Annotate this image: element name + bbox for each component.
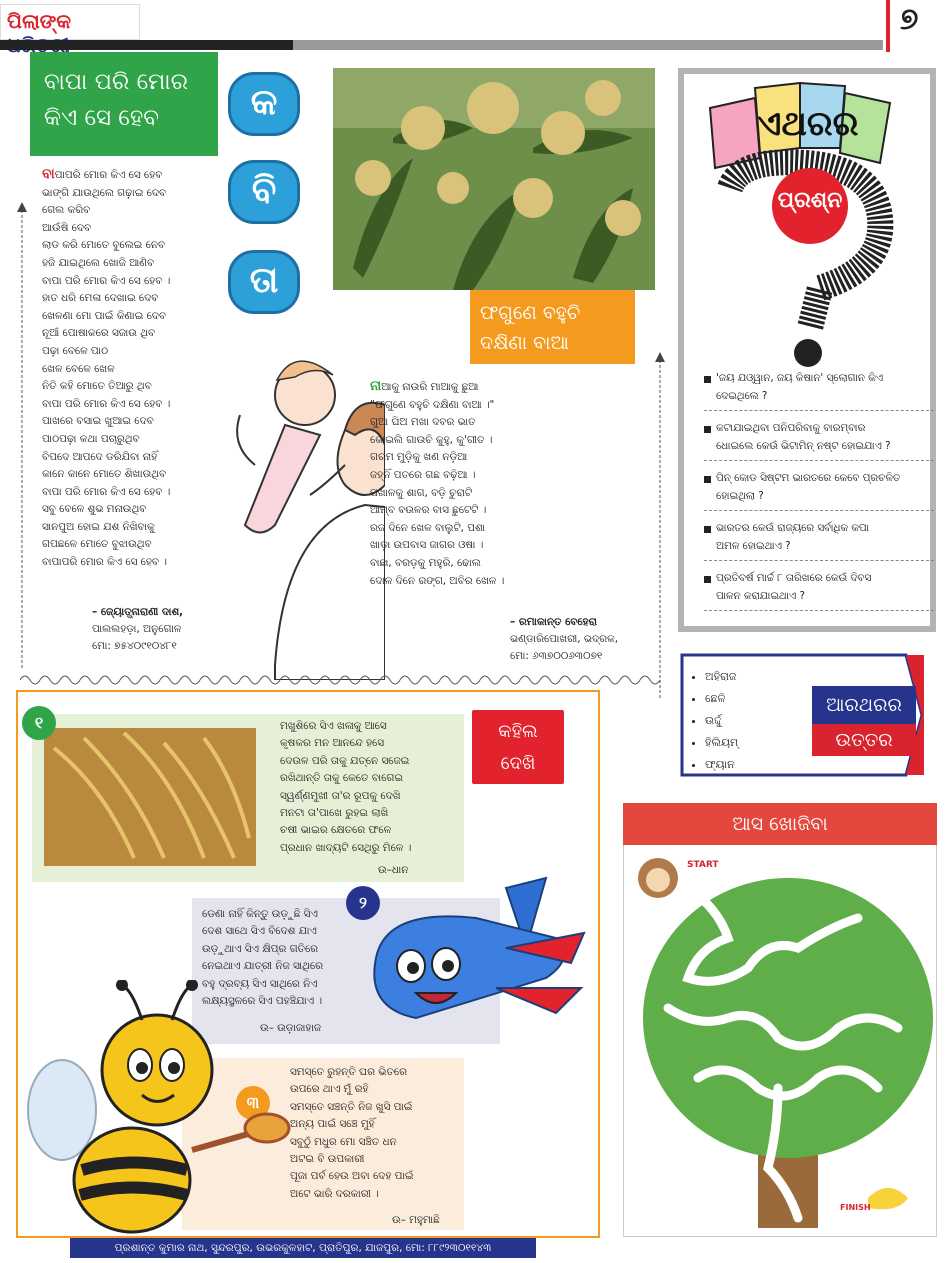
quiz-bullet xyxy=(704,476,711,483)
mango-blossom-photo xyxy=(333,68,655,290)
riddle2-line: ଲକ୍ଷ୍ୟସ୍ଥଳରେ ସିଏ ପହଞ୍ଚିଯାଏ । xyxy=(202,995,323,1008)
quiz-title-badge: ପ୍ରଶ୍ନ xyxy=(777,188,843,213)
poem1-line: ହାତ ଧରି ମେଳା ଦେଖାଇ ଦେବ xyxy=(42,292,159,305)
publication-logo xyxy=(0,4,140,40)
poem1-line: ଖେଳ ବେଳେ ଖେଳ xyxy=(42,362,115,375)
poem2-author: – ରମାକାନ୍ତ ବେହେରା xyxy=(510,616,597,628)
poem2-line: "ଫଗୁଣେ ବହୁଚି ଦକ୍ଷିଣା ବାଆ ।" xyxy=(370,398,495,411)
paddy-photo xyxy=(44,728,256,866)
poem2-line: ଗୁଆ ଘିଅ ମଖା ଦବର ଭାତ xyxy=(370,416,476,429)
riddle2-number: ୨ xyxy=(346,886,380,920)
riddles-heading-line1: କହିଲ xyxy=(498,721,538,742)
poem1-line: ଗପଛଳେ ମୋତେ ବୁଝାଉଥିବ xyxy=(42,538,152,551)
riddle3-line: ଅଟେ ଭାରି ଦରକାରୀ । xyxy=(290,1187,379,1200)
answer-item: • ଅହିରାଜ xyxy=(705,666,738,688)
answer-item: • ଛେଳି xyxy=(705,688,738,710)
poem2-line: ଜହ୍ନିଁ ପତରେ ଗଛ ବଢ଼ିଆ । xyxy=(370,468,476,481)
page-number: ୭ xyxy=(900,2,919,37)
riddle1-line: ପ୍ରଧାନ ଖାଦ୍ୟଟି ସେଥିରୁ ମିଳେ । xyxy=(280,841,412,854)
quiz-questions xyxy=(700,370,930,620)
poem1-line: ନୂଆଁ ପୋଷାକରେ ସଜାଉ ଥିବ xyxy=(42,327,156,340)
riddle3-line: ଅଟଇ ବି ଉପକାରୀ xyxy=(290,1153,365,1166)
poem2-body xyxy=(370,378,652,590)
riddle3-line: ଉପରେ ଥାଏ ମୁଁ ରହି xyxy=(290,1083,369,1096)
poem2-line: ଖାଡ଼ା ଉପବାସ ଜାଗର ଓଷା । xyxy=(370,539,484,552)
answer-item: • ଫ୍ୟାନ xyxy=(705,754,738,776)
riddle2-line: ଉଡ଼ୁଥାଏ ସିଏ କ୍ଷିପ୍ର ଗତିରେ xyxy=(202,942,319,955)
poem1-line: ପଢ଼ା ବେଳେ ପାଠ xyxy=(42,344,109,357)
riddles-heading xyxy=(472,710,564,784)
poem1-border-arrow xyxy=(14,200,30,670)
poem1-line: ବାପା ପରି ମୋର କିଏ ସେ ହେବ । xyxy=(42,397,171,410)
poem2-title xyxy=(470,290,635,364)
quiz-question-line: କଟାଯାଇଥିବା ପନିପରିବାକୁ ବାରମ୍ବାର xyxy=(716,422,866,434)
poem1-line: ବାପାପରି ମୋର କିଏ ସେ ହେବ xyxy=(42,166,163,182)
header-divider xyxy=(886,0,890,52)
answer-item: • ହିଲିୟମ୍ xyxy=(705,732,738,754)
poem2-address: ଭଣ୍ଡାରିପୋଖରୀ, ଭଦ୍ରକ, xyxy=(510,633,619,645)
poem2-line: କୋଇଲି ଗାଉଚି କୁହୁ, କୁ'ଗୀତ । xyxy=(370,433,493,446)
riddle3-number: ୩ xyxy=(236,1086,270,1120)
poem1-phone: ମୋ: ୭୫୪୦୯୧୦୪୮୧ xyxy=(92,640,177,652)
riddle3-line: ସବୁଠୁଁ ମଧୁର ମୋ ସଞ୍ଚିତ ଧନ xyxy=(290,1135,397,1148)
header-bar-light xyxy=(293,40,883,50)
airplane-illustration xyxy=(356,868,586,1038)
poem1-line: ଭାଙ୍ଗି ଯାଉଥିଲେ ଗଢ଼ାଇ ଦେବ xyxy=(42,186,167,199)
quiz-question-line: ଭାରତର କେଉଁ ରାଜ୍ୟରେ ସର୍ବାଧିକ କପା xyxy=(716,522,869,534)
quiz-separator xyxy=(704,610,934,611)
riddle1-answer: ଉ–ଧାନ xyxy=(378,864,409,876)
quiz-bullet xyxy=(704,576,711,583)
poem1-line: ନିତି କହି ମୋତେ ତିଆରୁ ଥିବ xyxy=(42,380,152,393)
quiz-question-line: ଦେଇଥିଲେ ? xyxy=(716,390,768,402)
poem1-line: ପାଠପଢ଼ା କଥା ପଚାରୁଥିବ xyxy=(42,432,140,445)
answer-item: • ଉର୍ଦ୍ଦୁ xyxy=(705,710,738,732)
riddle1-line: ମଖୁଶିରେ ସିଏ ଖଳାକୁ ଆସେ xyxy=(280,720,387,732)
poem1-line: ବିପଦେ ଆପଦେ ଡରିଯିବା ନାହିଁ xyxy=(42,450,158,463)
answers-heading-top: ଆରଥରର xyxy=(812,686,916,724)
poem1-line: ଆଉଁଷି ଦେବ xyxy=(42,221,92,234)
poem2-line: ବାଛା, ବରଡ଼କୁ ମହୁରି, ଢୋଲ xyxy=(370,556,481,569)
poem1-title xyxy=(30,52,218,156)
kabita-badge-1: କ xyxy=(228,72,300,136)
quiz-title-word: ଏଥରର xyxy=(757,104,859,144)
riddle3-body xyxy=(290,1064,462,1203)
father-baby-illustration xyxy=(215,335,385,680)
answers-list xyxy=(705,666,738,776)
poem2-border-arrow xyxy=(652,350,668,700)
honeybee-illustration xyxy=(22,980,302,1234)
poem1-line: ବାପାପରି ମୋର କିଏ ସେ ହେବ । xyxy=(42,556,167,569)
poem2-phone: ମୋ: ୬୩୭୦୦୬୩୦୭୧ xyxy=(510,650,603,662)
poem1-title-line2: କିଏ ସେ ହେବ xyxy=(44,105,159,131)
quiz-separator xyxy=(704,410,934,411)
poem1-line: ଖେଳଣା ମୋ ପାଇଁ କିଣାଇ ଦେବ xyxy=(42,309,167,322)
riddle1-line: ସ୍ୱର୍ଣ୍ଣମୁଖୀ ତା'ର ରୂପକୁ ଦେଖି xyxy=(280,789,401,802)
answers-heading-bottom: ଉତ୍ତର xyxy=(812,724,916,756)
riddle1-line: ଦେଉଳ ପରି ତାକୁ ଯତ୍ନେ ସଜେଇ xyxy=(280,754,410,767)
maze-title: ଆସ ଖୋଜିବା xyxy=(623,803,937,845)
riddle1-number: ୧ xyxy=(22,706,56,740)
quiz-bullet xyxy=(704,426,711,433)
poem1-title-line1: ବାପା ପରି ମୋର xyxy=(44,69,189,95)
poem2-line: ପଖାଳକୁ ଶାଗ, ବଡ଼ି ଚୁରାଟି xyxy=(370,486,473,499)
quiz-separator xyxy=(704,460,934,461)
quiz-separator xyxy=(704,510,934,511)
poem1-address: ପାଲଲହଡ଼ା, ଅନୁଗୋଳ xyxy=(92,623,182,635)
quiz-question-line: ପ୍ରତିବର୍ଷ ମାର୍ଚ୍ଚ ୮ ତାରିଖରେ କେଉଁ ଦିବସ xyxy=(716,572,872,584)
riddle3-line: ସମସ୍ତେ ରୁହନ୍ତି ଘର ଭିତରେ xyxy=(290,1066,407,1078)
maze-finish-label: FINISH xyxy=(840,1203,871,1212)
poem1-line: ପାଖରେ ବସାଇ ଖୁଆଇ ଦେବ xyxy=(42,415,154,428)
poem2-line: ଆମ୍ବ ବଉଳର ବାସ ଛୁଟେଟି । xyxy=(370,504,487,517)
riddle3-line: ସମସ୍ତେ ସଞ୍ଚନ୍ତି ନିଜ ଖୁସି ପାଇଁ xyxy=(290,1100,413,1113)
quiz-question-line: ଧୋଇଲେ କେଉଁ ଭିଟାମିନ୍ ନଷ୍ଟ ହୋଇଯାଏ ? xyxy=(716,440,891,452)
poem1-line: ସବୁ ବେଳେ ଶୁଭ ମନାଉଥିବ xyxy=(42,503,147,516)
riddle1-line: କୃଷକର ମନ ଆନନ୍ଦେ ହସେ xyxy=(280,737,385,750)
poem1-line: କାନେ କାନେ ମୋତେ ଶିଖାଉଥିବ xyxy=(42,468,167,481)
kabita-badge-2: ବି xyxy=(228,160,300,224)
riddle3-line: ପୂଜା ପର୍ବ ହେଉ ଅବା ଦେହ ପାଇଁ xyxy=(290,1170,414,1183)
poem2-line: ଦୋଳ ଦିନେ ରଙ୍ଗ, ଅବିର ଖେଳ । xyxy=(370,574,505,587)
poem2-line: ନାଆକୁ ନାଉରି ମାଆକୁ ଛୁଆ xyxy=(370,378,479,394)
poem1-line: ଗେଲ କରିବ xyxy=(42,204,91,217)
header-bar-dark xyxy=(0,40,293,50)
poem2-title-line2: ଦକ୍ଷିଣା ବାଆ xyxy=(480,332,569,354)
riddle1-body xyxy=(280,718,460,857)
logo-part1: ପିଲାଙ୍କ xyxy=(7,9,72,33)
poem2-title-line1: ଫଗୁଣେ ବହୁଚି xyxy=(480,302,581,324)
quiz-separator xyxy=(704,560,934,561)
quiz-bullet xyxy=(704,376,711,383)
poem1-line: ସାନପୁଅ ହୋଇ ଯଶ ନିଖିବାକୁ xyxy=(42,520,155,533)
poem2-line: ରଜ ଦିନେ ଖେଳ ବାଲୁଟି, ପଶା xyxy=(370,521,486,534)
poem1-line: ବାପା ପରି ମୋର କିଏ ସେ ହେବ । xyxy=(42,485,171,498)
quiz-question-line: ଅମଳ ହୋଇଥାଏ ? xyxy=(716,540,791,552)
wavy-divider xyxy=(20,668,660,692)
maze-tree-illustration xyxy=(628,848,934,1232)
riddle2-line: ଡେଣା ନାହିଁ କିନ୍ତୁ ଉଡ଼ୁଛି ସିଏ xyxy=(202,908,318,920)
kabita-badge-3: ତା xyxy=(228,250,300,314)
poem2-line: ଗରମ ମୁଡ଼ିକୁ ଖଣ ନଡ଼ିଆ xyxy=(370,451,468,464)
riddle2-line: ବହୁ ଦ୍ରବ୍ୟ ସିଏ ସାଥିରେ ନିଏ xyxy=(202,977,318,990)
poem1-author: – ଜ୍ୟୋତ୍ସ୍ନାରାଣୀ ଦାଶ, xyxy=(92,606,184,618)
riddle1-line: ଚଷୀ ଭାଇର କ୍ଷେତରେ ଫଳେ xyxy=(280,824,392,837)
riddle2-line: ଦେଶ ସାଥେ ସିଏ ବିଦେଶ ଯାଏ xyxy=(202,925,317,938)
poem1-line: ବାପା ପରି ମୋର କିଏ ସେ ହେବ । xyxy=(42,274,171,287)
riddle3-line: ଅନ୍ୟ ପାଇଁ ସଞ୍ଚେ ମୁହିଁ xyxy=(290,1118,375,1131)
poem1-line: ଲାଡ କରି ମୋତେ ବୁଲେଇ ନେବ xyxy=(42,239,166,252)
riddle2-line: ନେଇଥାଏ ଯାତ୍ରୀ ନିଜ ସାଥିରେ xyxy=(202,960,324,973)
poem1-line: ହଜି ଯାଇଥିଲେ ଖୋଜି ଆଣିବ xyxy=(42,256,155,269)
footer-credit: ପ୍ରଶାନ୍ତ କୁମାର ନାଥ, ସୁନ୍ଦରପୁର, ଉଭରକୁଳହାଟ, ପ୍ରାତିପୁର, ଯାଜପୁର, ମୋ: ୮୮୯୨୩୦୧୧୪୩ xyxy=(70,1238,536,1258)
maze-start-label: START xyxy=(687,860,719,870)
riddle1-line: ମନଟା ତା'ପାଖେ ରୁହଇ ଲାଖି xyxy=(280,807,389,820)
quiz-question-line: ପିନ୍ କୋଡ ସିଷ୍ଟମ ଭାରତରେ କେବେ ପ୍ରଚଳିତ xyxy=(716,472,901,484)
quiz-bullet xyxy=(704,526,711,533)
riddle2-answer: ଉ– ଉଡ଼ାଜାହାଜ xyxy=(260,1022,322,1034)
riddle3-answer: ଉ– ମହୁମାଛି xyxy=(392,1214,440,1226)
quiz-question-line: ହୋଇଥିଲା ? xyxy=(716,490,764,502)
riddle1-line: ରଖିଥାନ୍ତି ତାକୁ କେତେ ବାଗେଇ xyxy=(280,772,403,785)
quiz-question-line: 'ଜୟ ଯଓ୍ୱାନ, ଜୟ କିଷାନ' ସ୍ଲୋଗାନ କିଏ xyxy=(716,372,884,384)
quiz-question-line: ପାଳନ କରାଯାଇଥାଏ ? xyxy=(716,590,805,602)
riddles-heading-line2: ଦେଖି xyxy=(500,753,536,774)
